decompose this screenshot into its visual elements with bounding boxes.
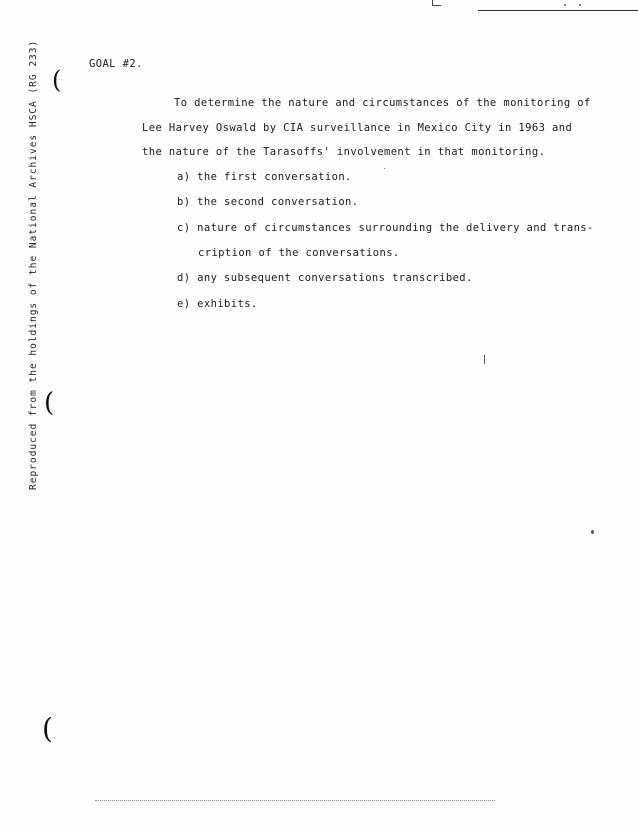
paragraph-line-2: Lee Harvey Oswald by CIA surveillance in Mexico City in 1963 and	[142, 122, 573, 134]
list-item-a: a) the first conversation.	[177, 171, 352, 183]
speck	[579, 4, 581, 6]
list-item-c: c) nature of circumstances surrounding the delivery and trans-	[177, 222, 594, 234]
stray-mark	[591, 530, 594, 534]
stray-mark	[484, 355, 485, 364]
punch-hole-mark-top: (	[52, 66, 62, 94]
archive-stamp: Reproduced from the holdings of the National Archives HSCA (RG 233)	[28, 39, 39, 490]
top-edge-mark	[432, 0, 441, 6]
list-item-d: d) any subsequent conversations transcribed.	[177, 272, 473, 284]
punch-hole-mark-bottom: (	[42, 712, 53, 745]
list-item-c-continued: cription of the conversations.	[198, 247, 400, 259]
speck	[564, 4, 566, 6]
list-item-e: e) exhibits.	[177, 298, 258, 310]
goal-heading: GOAL #2.	[89, 58, 143, 70]
punch-hole-mark-middle: (	[44, 388, 55, 418]
bottom-dotted-line	[95, 800, 495, 802]
list-item-b: b) the second conversation.	[177, 196, 359, 208]
paragraph-line-3: the nature of the Tarasoffs' involvement in that monitoring.	[142, 146, 546, 158]
speck	[384, 168, 385, 169]
paragraph-line-1: To determine the nature and circumstances of the monitoring of	[174, 97, 591, 109]
top-rule	[478, 10, 638, 11]
